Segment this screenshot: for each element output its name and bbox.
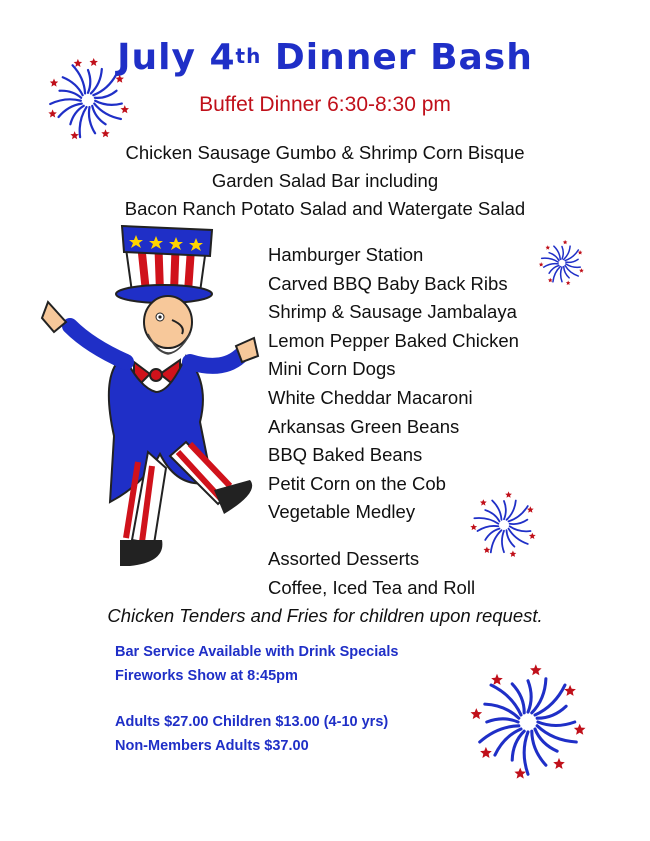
menu-item: Vegetable Medley	[268, 501, 416, 523]
title-superscript: th	[235, 44, 262, 68]
menu-item: Arkansas Green Beans	[268, 415, 460, 437]
menu-item: BBQ Baked Beans	[268, 444, 423, 466]
intro-line: Garden Salad Bar including	[211, 170, 439, 191]
fireworks-time-text: Fireworks Show at 8:45pm	[115, 668, 298, 684]
non-member-price-text: Non-Members Adults $37.00	[115, 738, 309, 754]
menu-item: Lemon Pepper Baked Chicken	[268, 329, 519, 351]
children-note: Chicken Tenders and Fries for children upon request.	[107, 605, 543, 626]
dessert-item: Assorted Desserts	[268, 548, 420, 569]
intro-line: Chicken Sausage Gumbo & Shrimp Corn Bisque	[125, 142, 525, 163]
menu-item: Carved BBQ Baby Back Ribs	[268, 272, 508, 294]
uncle-sam-illustration	[40, 222, 265, 582]
firework-icon	[466, 490, 544, 562]
firework-icon	[535, 238, 590, 288]
menu-item: Hamburger Station	[268, 244, 424, 265]
price-text: Adults $27.00 Children $13.00 (4-10 yrs)	[115, 714, 389, 730]
menu-item: Petit Corn on the Cob	[268, 472, 446, 494]
menu-item: Shrimp & Sausage Jambalaya	[268, 301, 517, 323]
dessert-item: Coffee, Iced Tea and Roll	[268, 576, 476, 598]
bar-service-text: Bar Service Available with Drink Specials	[115, 644, 399, 660]
menu-list	[268, 241, 519, 527]
title-text-rest: Dinner Bash	[261, 37, 533, 78]
menu-item: White Cheddar Macaroni	[268, 386, 473, 408]
firework-icon	[468, 660, 593, 785]
intro-line: Bacon Ranch Potato Salad and Watergate Salad	[124, 198, 526, 219]
menu-item: Mini Corn Dogs	[268, 358, 396, 380]
firework-icon	[38, 50, 133, 150]
title-text: July 4	[117, 37, 236, 78]
dessert-list	[268, 545, 475, 602]
buffet-time: Buffet Dinner 6:30-8:30 pm	[199, 93, 451, 116]
